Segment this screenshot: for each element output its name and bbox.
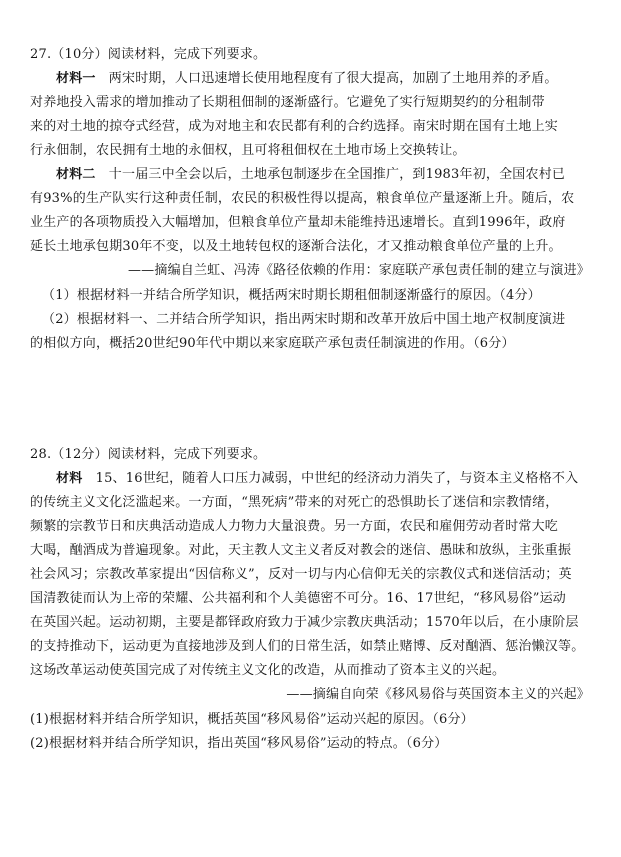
q27-material1-line2: 对养地投入需求的增加推动了长期租佃制的逐渐盛行。它避免了实行短期契约的分租制带 xyxy=(30,95,545,110)
q28-material-line5: 社会风习；宗教改革家提出“因信称义”，反对一切与内心信仰无关的宗教仪式和迷信活动；英 xyxy=(30,567,572,582)
q27-material2-line2: 有93%的生产队实行这种责任制，农民的积极性得以提高，粮食单位产量逐渐上升。随后，农 xyxy=(30,191,575,206)
q28-material-line4: 大喝，酗酒成为普遍现象。对此，天主教人文主义者反对教会的迷信、愚昧和放纵，主张重振 xyxy=(30,543,572,558)
q28-material-label: 材料 xyxy=(56,471,83,486)
q27-material2-line3: 业生产的各项物质投入大幅增加，但粮食单位产量却未能维持迅速增长。直到1996年，政府 xyxy=(30,215,566,230)
q27-material1-line3: 来的对土地的掠夺式经营，成为对地主和农民都有利的合约选择。南宋时期在国有土地上实 xyxy=(30,119,559,134)
q27-source: ——摘编自兰虹、冯涛《路径依赖的作用：家庭联产承包责任制的建立与演进》 xyxy=(127,263,590,278)
q28-material-line1: 材料 15、16世纪，随着人口压力减弱，中世纪的经济动力消失了，与资本主义格格不入 xyxy=(56,471,579,486)
q27-material2-line4: 延长土地承包期30年不变，以及土地转包权的逐渐合法化，才又推动粮食单位产量的上升。 xyxy=(30,239,562,254)
q28-header: 28.（12分）阅读材料，完成下列要求。 xyxy=(30,447,267,462)
q27-material1-label: 材料一 xyxy=(56,71,96,86)
q27-material1-line4: 行永佃制，农民拥有土地的永佃权，且可将租佃权在土地市场上交换转让。 xyxy=(30,143,466,158)
q28-material-line3: 频繁的宗教节日和庆典活动造成人力物力大量浪费。另一方面，农民和雇佣劳动者时常大吃 xyxy=(30,519,559,534)
q28-material-line2: 的传统主义文化泛滥起来。一方面，“黑死病”带来的对死亡的恐惧助长了迷信和宗教情绪， xyxy=(30,495,559,510)
q28-material-line7: 在英国兴起。运动初期，主要是都铎政府致力于减少宗教庆典活动；1570年以后，在小康阶层 xyxy=(30,615,579,630)
q27-question2-line2: 的相似方向，概括20世纪90年代中期以来家庭联产承包责任制演进的作用。（6分） xyxy=(30,336,515,351)
q27-material2-label: 材料二 xyxy=(56,167,96,182)
q28-material-line9: 这场改革运动使英国完成了对传统主义文化的改造，从而推动了资本主义的兴起。 xyxy=(30,663,506,678)
q27-question2-line1: （2）根据材料一、二并结合所学知识，指出两宋时期和改革开放后中国土地产权制度演进 xyxy=(42,312,566,327)
q28-question1: (1)根据材料并结合所学知识，概括英国“移风易俗”运动兴起的原因。（6分） xyxy=(30,712,474,727)
q28-question2: (2)根据材料并结合所学知识，指出英国“移风易俗”运动的特点。（6分） xyxy=(30,736,448,751)
q28-material-line8: 的支持推动下，运动更为直接地涉及到人们的日常生活，如禁止赌博、反对酗酒、惩治懒汉等。 xyxy=(30,639,585,654)
q28-material-line6: 国清教徒而认为上帝的荣耀、公共福利和个人美德密不可分。16、17世纪，“移风易俗”运动 xyxy=(30,591,566,606)
q28-source: ——摘编自向荣《移风易俗与英国资本主义的兴起》 xyxy=(286,687,590,702)
q27-material2-line1: 材料二 十一届三中全会以后，土地承包制逐步在全国推广，到1983年初，全国农村已 xyxy=(56,167,566,182)
q27-material1-line1: 材料一 两宋时期，人口迅速增长使用地程度有了很大提高，加剧了土地用养的矛盾。 xyxy=(56,71,558,86)
q27-header: 27.（10分）阅读材料，完成下列要求。 xyxy=(30,47,267,62)
q27-question1: （1）根据材料一并结合所学知识，概括两宋时期长期租佃制逐渐盛行的原因。（4分） xyxy=(42,288,541,303)
